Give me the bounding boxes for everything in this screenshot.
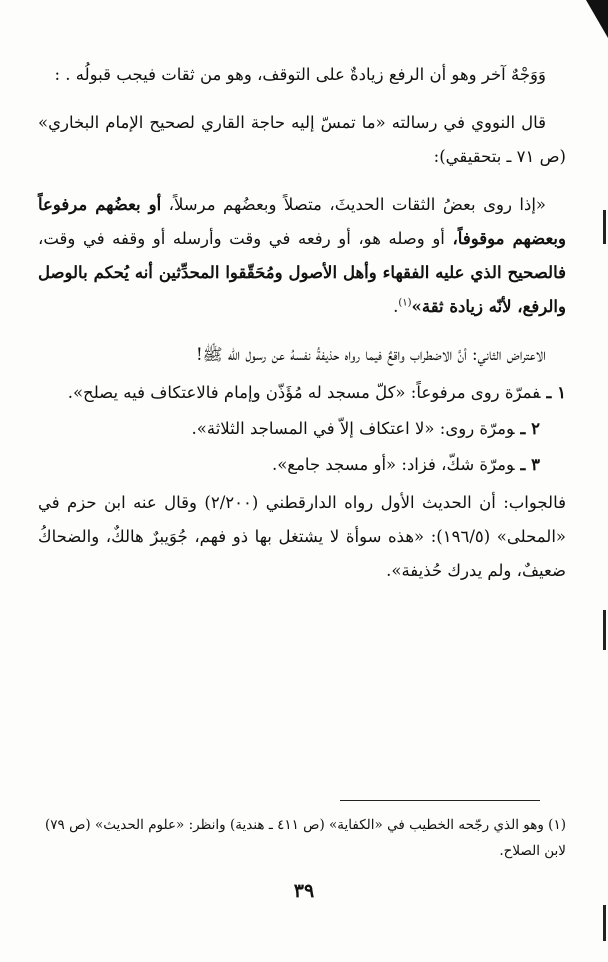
quote-end: . xyxy=(393,297,399,316)
list-item-2 xyxy=(38,412,566,446)
paragraph-1: وَوَجْهٌ آخر وهو أن الرفع زيادةٌ على التوقف، وهو من ثقات فيجب قبولُه . : xyxy=(54,65,546,84)
footnote-reference: (١) xyxy=(398,297,412,309)
list-text: ومرّة روى: «لا اعتكاف إلاّ في المساجد الثلاثة». xyxy=(191,419,515,438)
list-number: ٢ ـ xyxy=(520,419,540,438)
quote-part-a: «إذا روى بعضُ الثقات الحديثَ، متصلاً وبعضُهم مرسلاً، xyxy=(168,195,547,214)
page-number: ٣٩ xyxy=(293,880,315,902)
paragraph-nawawi: قال النووي في رسالته «ما تمسّ إليه حاجة القاري لصحيح الإمام البخاري» (ص ٧١ ـ بتحقيقي): xyxy=(38,113,566,166)
quote-paragraph xyxy=(38,188,566,324)
paragraph-answer: فالجواب: أن الحديث الأول رواه الدارقطني (٢/٢٠٠) وقال عنه ابن حزم في «المحلى» (١٩٦/٥): «هذه سوأة لا يشتغل بها ذو فهم، جُوَيبرٌ هالكٌ، والضحاكُ ضعيفٌ، ولم يدرك حُذيفة». xyxy=(38,493,566,580)
scan-edge-mark xyxy=(603,210,606,244)
list-number: ١ ـ xyxy=(546,383,566,402)
footnote: (١) وهو الذي رجّحه الخطيب في «الكفاية» (ص ٤١١ ـ هندية) وانظر: «علوم الحديث» (ص ٧٩) لابن الصلاح. xyxy=(45,817,566,859)
scan-edge-mark xyxy=(603,610,606,650)
scan-corner-mark xyxy=(586,0,608,38)
paragraph-objection: الاعتراض الثاني: أنَّ الاضطراب واقعٌ فيما رواه حذيفةُ نفسهُ عن رسول الله ﷺ! xyxy=(196,345,546,364)
list-text: ومرّة شكّ، فزاد: «أو مسجد جامع». xyxy=(271,455,515,474)
quote-part-d: فالصحيح الذي عليه الفقهاء وأهل الأصول ومُحَقّقوا المحدِّثين أنه يُحكم بالوصل والرفع، لأنّه زيادة ثقة» xyxy=(38,263,566,316)
list-text: فمرّة روى مرفوعاً: «كلّ مسجد له مُؤَذّن وإمام فالاعتكاف فيه يصلح». xyxy=(67,383,541,402)
list-item-1 xyxy=(38,376,566,410)
quote-part-b: أو بعضُهم مرفوعاً وبعضهم موقوفاً، xyxy=(38,195,566,248)
quote-part-c: أو وصله هو، أو رفعه في وقت وأرسله أو وقفه في وقت، xyxy=(38,229,445,248)
list-item-3 xyxy=(38,448,566,482)
list-number: ٣ ـ xyxy=(520,455,540,474)
scan-edge-mark xyxy=(603,905,606,941)
page-body xyxy=(38,58,566,602)
footnote-divider xyxy=(340,800,540,801)
